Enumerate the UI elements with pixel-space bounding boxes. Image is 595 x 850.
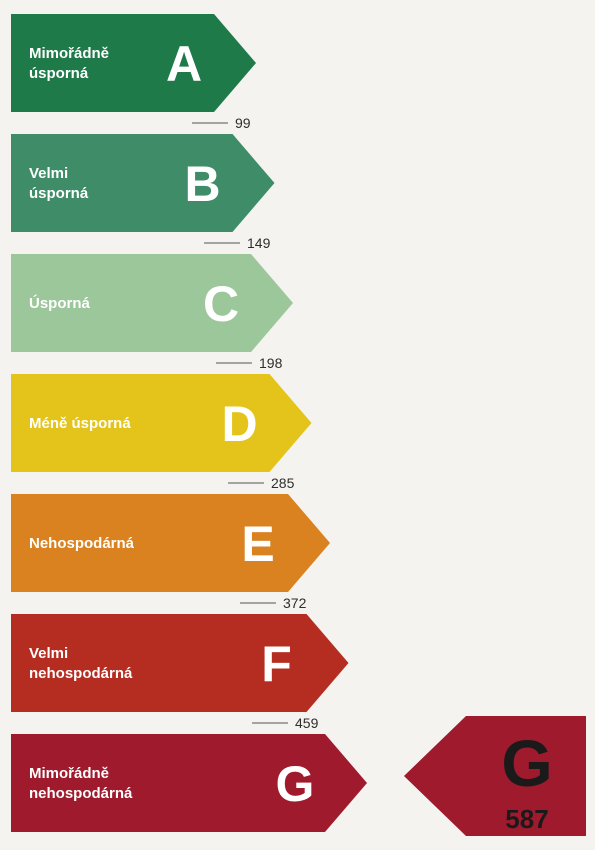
band-label-line: Nehospodárná — [29, 535, 135, 552]
band-arrow-f — [11, 614, 349, 712]
band-d — [11, 374, 312, 472]
band-letter-g: G — [275, 756, 315, 812]
threshold-value: 149 — [247, 235, 271, 251]
band-label-line: Úsporná — [29, 295, 90, 312]
band-label-line: Mimořádně — [29, 45, 110, 62]
band-label-line: Velmi — [29, 645, 69, 662]
band-label-line: úsporná — [29, 185, 89, 202]
band-label-line: nehospodárná — [29, 785, 133, 802]
band-c — [11, 254, 293, 352]
band-label-line: úsporná — [29, 65, 89, 82]
threshold-value: 372 — [283, 595, 307, 611]
band-arrow-a — [11, 14, 256, 112]
threshold-value: 285 — [271, 475, 295, 491]
band-label-line: nehospodárná — [29, 665, 133, 682]
band-letter-f: F — [261, 636, 292, 692]
band-b — [11, 134, 275, 232]
band-f — [11, 614, 349, 712]
band-g — [11, 734, 367, 832]
rating-indicator-value: 587 — [505, 804, 549, 834]
rating-indicator-arrow — [404, 716, 586, 836]
band-letter-c: C — [202, 276, 240, 332]
rating-indicator — [404, 716, 586, 836]
threshold-value: 198 — [259, 355, 283, 371]
band-letter-d: D — [221, 396, 258, 452]
band-label-line: Velmi — [29, 165, 69, 182]
band-a — [11, 14, 256, 112]
band-letter-a: A — [165, 36, 203, 92]
rating-indicator-letter: G — [501, 726, 553, 800]
band-label-line: Méně úsporná — [29, 415, 131, 432]
band-arrow-b — [11, 134, 275, 232]
threshold-value: 459 — [295, 715, 319, 731]
band-letter-e: E — [241, 516, 275, 572]
band-e — [11, 494, 330, 592]
band-label-line: Mimořádně — [29, 765, 110, 782]
threshold-value: 99 — [235, 115, 251, 131]
band-letter-b: B — [184, 156, 221, 212]
